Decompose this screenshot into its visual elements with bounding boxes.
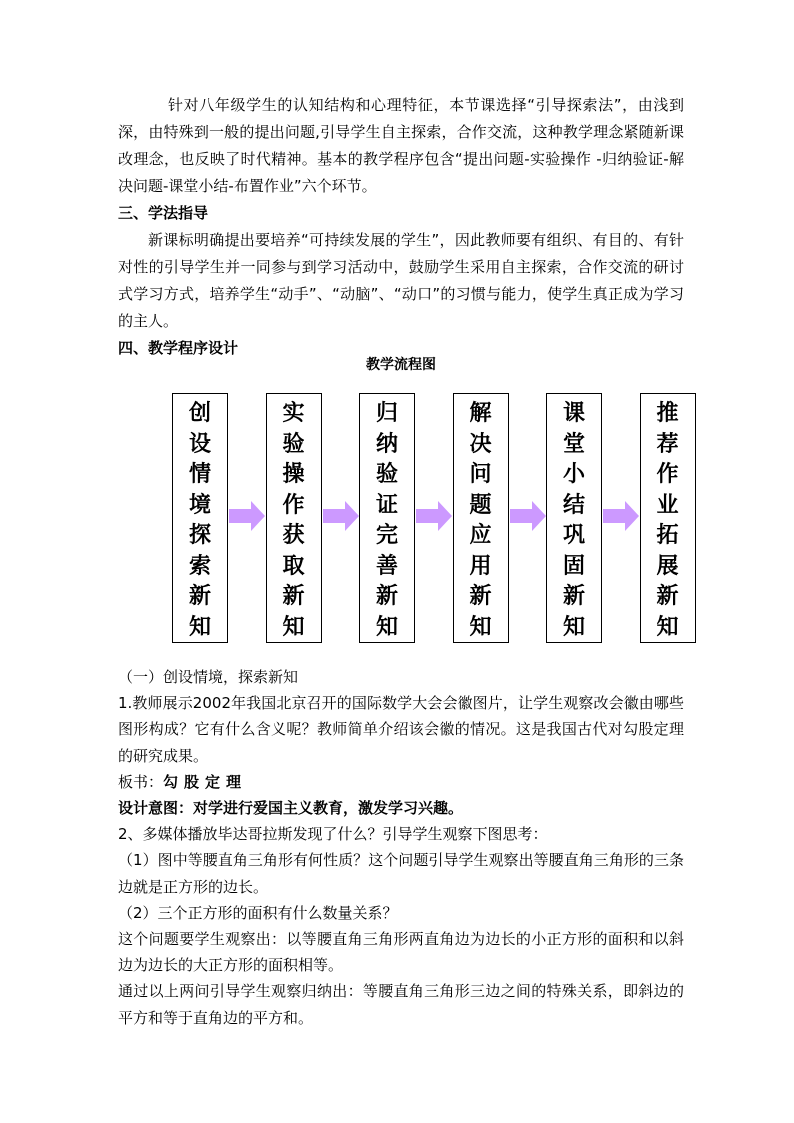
flow-step-char: 巩: [562, 522, 585, 548]
section3-heading: 三、学法指导: [118, 204, 209, 222]
flow-step-char: 新: [562, 583, 585, 609]
flow-step-char: 用: [469, 552, 492, 579]
design-intent: 设计意图：对学进行爱国主义教育，激发学习兴趣。: [118, 799, 464, 818]
flow-step-char: 纳: [375, 430, 398, 457]
flow-step-char: 归: [375, 400, 398, 426]
teaching-flow-chart: [172, 393, 702, 646]
flow-step-char: 决: [469, 430, 492, 457]
flow-step-char: 验: [375, 461, 398, 487]
flow-step-char: 新: [469, 583, 492, 609]
flow-step-char: 设: [188, 430, 211, 457]
flow-step-char: 结: [562, 491, 585, 518]
question-1: （1）图中等腰直角三角形有何性质？这个问题引导学生观察出等腰直角三角形的三条边就是正方形的边长。: [118, 851, 684, 896]
flow-step-char: 固: [562, 552, 585, 579]
flow-step-char: 新: [282, 583, 305, 609]
board-text: 勾股定理: [163, 772, 248, 791]
flow-step-char: 新: [656, 583, 679, 609]
flow-step-char: 知: [562, 613, 585, 640]
flow-step-char: 善: [375, 552, 398, 579]
flow-arrow-shape: [510, 501, 546, 531]
part1-item2: 2、多媒体播放毕达哥拉斯发现了什么？引导学生观察下图思考：: [118, 825, 548, 844]
flow-step-char: 应: [469, 522, 492, 548]
flow-step-char: 新: [375, 583, 398, 609]
part1-subheading: （一）创设情境，探索新知: [118, 668, 299, 686]
flow-step-char: 堂: [562, 430, 585, 457]
flow-step-box: [359, 393, 415, 643]
flow-step-char: 知: [656, 613, 679, 640]
part1-item1: 1.教师展示2002年我国北京召开的国际数学大会会徽图片，让学生观察改会徽由哪些图形构成？它有什么含义呢？教师简单介绍该会徽的情况。这是我国古代对勾股定理的研究成果。: [118, 694, 684, 765]
flow-step-char: 知: [469, 613, 492, 640]
flow-step-char: 操: [282, 461, 305, 487]
question-2: （2）三个正方形的面积有什么数量关系？: [118, 903, 398, 922]
flow-step-char: 证: [375, 491, 398, 518]
flow-step-char: 获: [282, 522, 305, 548]
flow-step-char: 情: [188, 461, 211, 487]
intro-paragraph: 针对八年级学生的认知结构和心理特征，本节课选择“引导探索法”，由浅到深，由特殊到一般的提出问题,引导学生自主探索，合作交流，这种教学理念紧随新课改理念，也反映了时代精神。基本的教学程序包含“提出问题-实验操作 -归纳验证-解决问题-课堂小结-布置作业”六个环节。: [118, 96, 684, 195]
flow-step-char: 验: [282, 430, 305, 457]
flow-step-box: [172, 393, 228, 643]
flow-step-char: 知: [188, 613, 211, 640]
flow-step-char: 拓: [656, 522, 679, 548]
flow-step-char: 作: [656, 461, 679, 487]
flow-step-char: 取: [282, 552, 305, 579]
section4-heading: 四、教学程序设计: [118, 339, 239, 357]
flow-step-char: 知: [375, 613, 398, 640]
flow-arrow-shape: [323, 501, 359, 531]
question-2-answer: 这个问题要学生观察出：以等腰直角三角形两直角边为边长的小正方形的面积和以斜边为边长的大正方形的面积相等。: [118, 930, 684, 975]
flow-arrow-icon: [229, 501, 265, 531]
flow-arrow-icon: [323, 501, 359, 531]
flow-step-box: [546, 393, 602, 643]
flow-arrow-icon: [416, 501, 452, 531]
flow-arrow-shape: [416, 501, 452, 531]
flow-step-char: 新: [188, 583, 211, 609]
document-page: [118, 92, 684, 1027]
flow-step-char: 作: [282, 491, 305, 518]
board-label: 板书：: [118, 772, 164, 791]
flow-step-char: 业: [656, 491, 679, 518]
flow-step-char: 探: [188, 522, 211, 548]
section3-paragraph: 新课标明确提出要培养“可持续发展的学生”，因此教师要有组织、有目的、有针对性的引导学生并一同参与到学习活动中，鼓励学生采用自主探索，合作交流的研讨式学习方式，培养学生“动手”、“动脑”、“动口”的习惯与能力，使学生真正成为学习的主人。: [118, 231, 684, 330]
flow-step-box: [453, 393, 509, 643]
flow-step-char: 问: [469, 461, 492, 487]
flow-arrow-shape: [603, 501, 639, 531]
flow-step-char: 实: [282, 400, 305, 426]
conclusion: 通过以上两问引导学生观察归纳出：等腰直角三角形三边之间的特殊关系，即斜边的平方和等于直角边的平方和。: [118, 982, 684, 1027]
flow-chart-title: 教学流程图: [366, 357, 436, 373]
flow-step-char: 解: [469, 400, 492, 426]
flow-arrow-shape: [229, 501, 265, 531]
flow-step-char: 荐: [656, 430, 679, 457]
flow-step-char: 创: [188, 400, 211, 426]
flow-step-char: 推: [656, 400, 679, 426]
flow-step-char: 课: [562, 400, 585, 426]
flow-step-char: 索: [188, 552, 211, 579]
flow-arrow-icon: [510, 501, 546, 531]
flow-step-char: 知: [282, 613, 305, 640]
flow-step-char: 小: [562, 461, 585, 487]
flow-step-char: 展: [656, 552, 679, 579]
flow-step-char: 境: [188, 491, 211, 518]
flow-arrow-icon: [603, 501, 639, 531]
flow-step-char: 完: [375, 522, 398, 548]
flow-step-box: [266, 393, 322, 643]
board-writing: [118, 769, 684, 795]
part1-section: [118, 664, 684, 1031]
flow-step-char: 题: [469, 491, 492, 518]
flow-step-box: [640, 393, 696, 643]
